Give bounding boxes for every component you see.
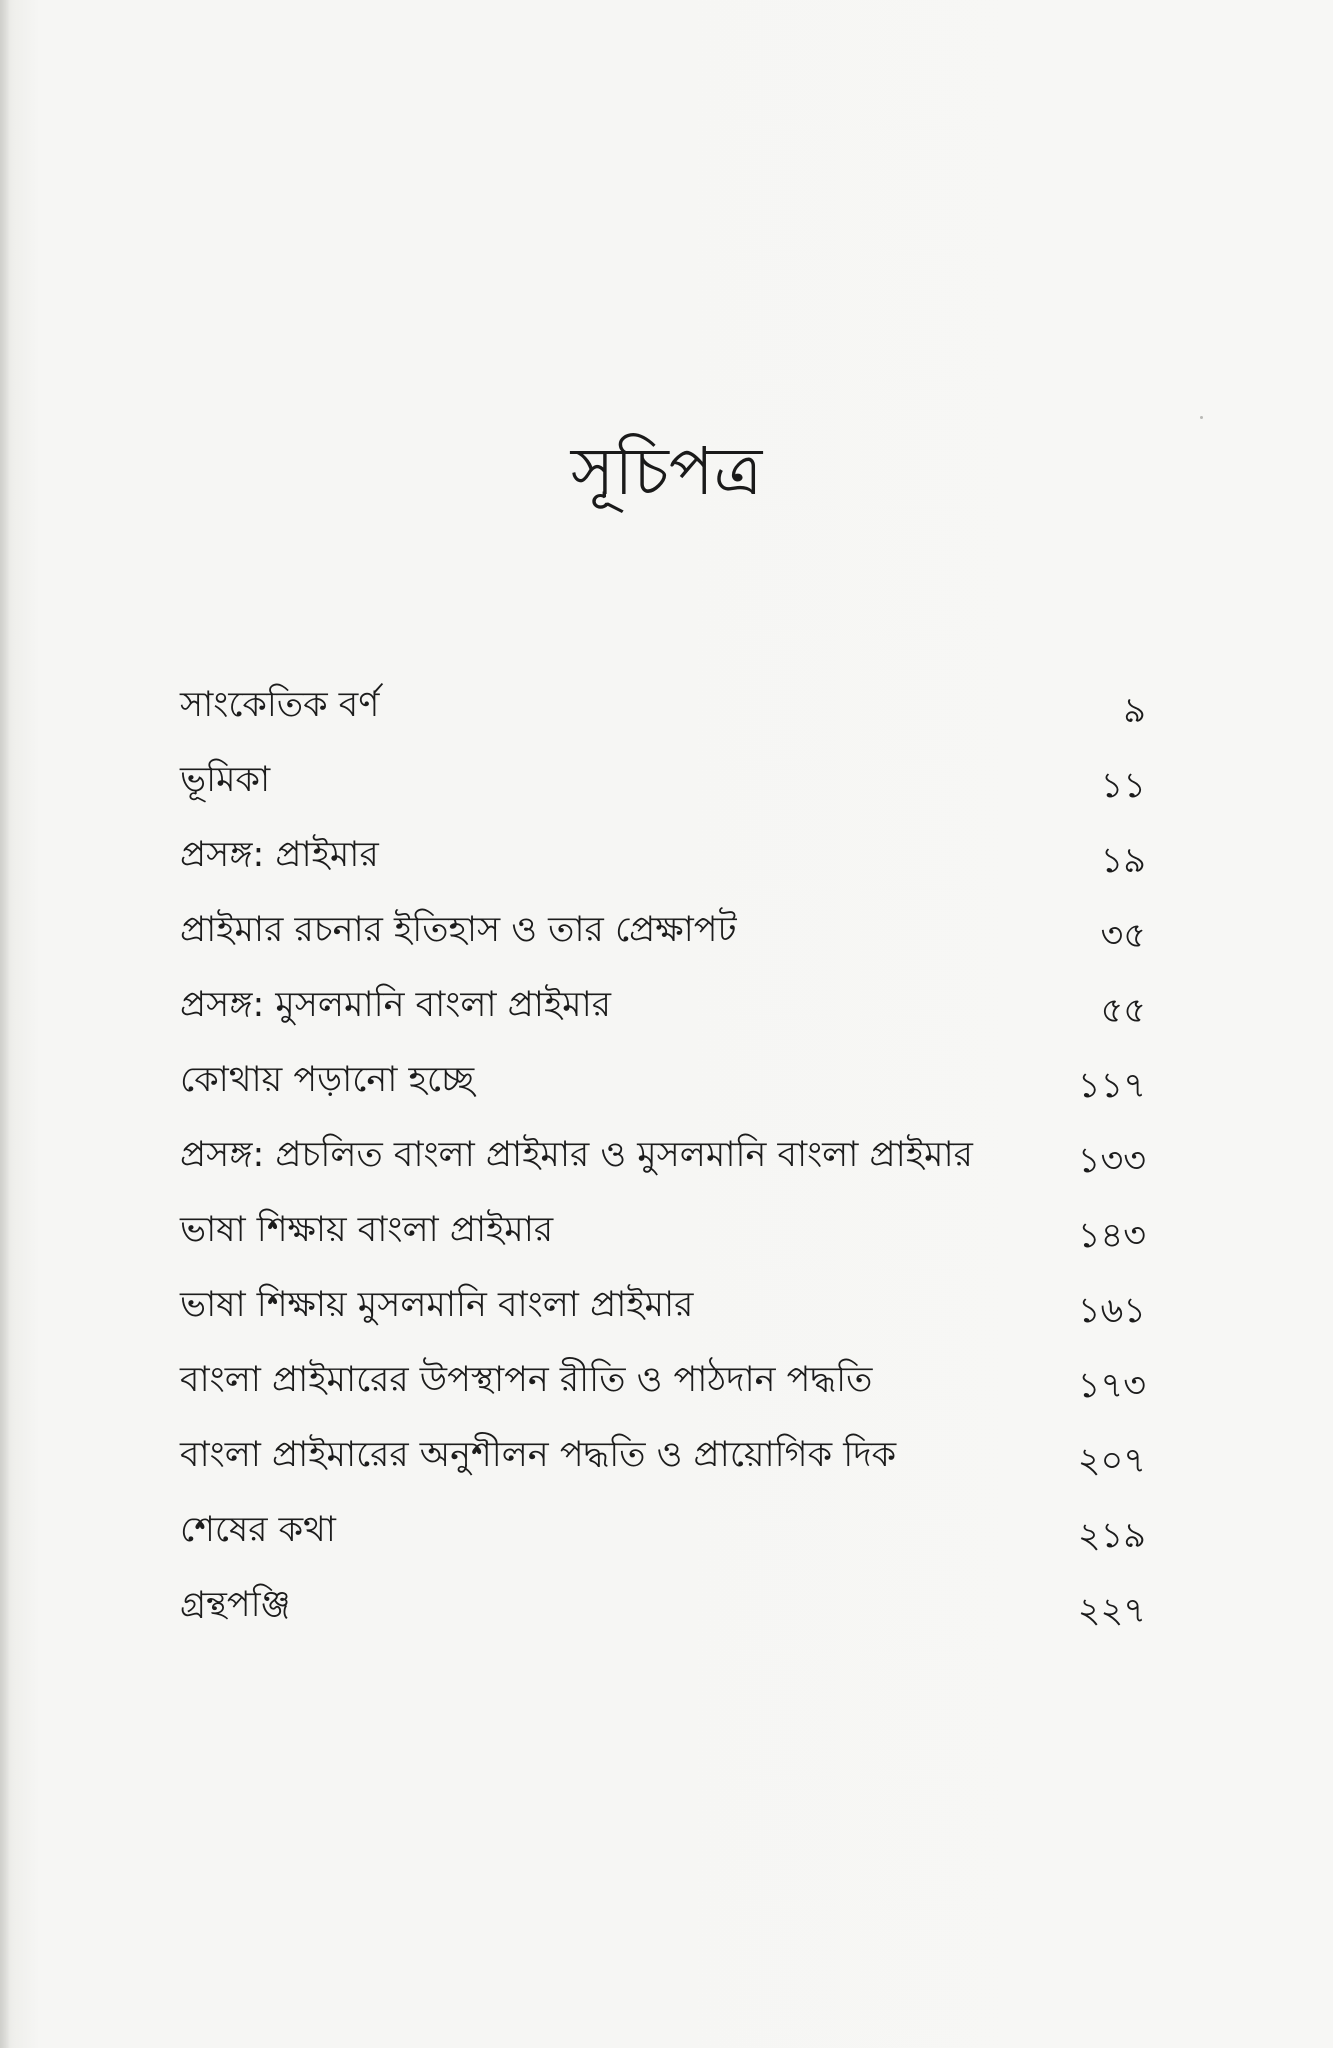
toc-entry-page: ৫৫ bbox=[1100, 991, 1146, 1031]
toc-entry bbox=[180, 905, 1146, 980]
toc-entry-page: ২০৭ bbox=[1077, 1441, 1146, 1481]
toc-entry bbox=[180, 1505, 1146, 1580]
toc-entry-title: প্রসঙ্গ: মুসলমানি বাংলা প্রাইমার bbox=[180, 985, 611, 1025]
toc-entry bbox=[180, 1355, 1146, 1430]
toc-entry-page: ১১ bbox=[1100, 766, 1146, 806]
toc-entry-page: ১৪৩ bbox=[1077, 1216, 1146, 1256]
toc-entry bbox=[180, 1205, 1146, 1280]
toc-entry bbox=[180, 1055, 1146, 1130]
spine-shadow bbox=[0, 0, 10, 2048]
toc-entry bbox=[180, 1130, 1146, 1205]
toc-entry-title: বাংলা প্রাইমারের উপস্থাপন রীতি ও পাঠদান পদ্ধতি bbox=[180, 1360, 873, 1400]
paper-speck bbox=[1200, 416, 1203, 419]
toc-entry bbox=[180, 1280, 1146, 1355]
toc-entry bbox=[180, 980, 1146, 1055]
toc-entry bbox=[180, 755, 1146, 830]
toc-entry-page: ২১৯ bbox=[1077, 1516, 1146, 1556]
toc-entry-page: ১৯ bbox=[1100, 841, 1146, 881]
toc-entry bbox=[180, 680, 1146, 755]
toc-entry bbox=[180, 830, 1146, 905]
toc-entry-page: ১৬১ bbox=[1077, 1291, 1146, 1331]
toc-entry-page: ৯ bbox=[1123, 691, 1146, 731]
page-title: সূচিপত্র bbox=[570, 433, 763, 510]
toc-entry-page: ২২৭ bbox=[1077, 1591, 1146, 1631]
toc-entry bbox=[180, 1580, 1146, 1655]
toc-entry-page: ১৭৩ bbox=[1077, 1366, 1146, 1406]
toc-entry-title: প্রসঙ্গ: প্রাইমার bbox=[180, 835, 379, 875]
table-of-contents bbox=[180, 680, 1146, 1655]
toc-entry-title: গ্রন্থপঞ্জি bbox=[180, 1585, 291, 1625]
toc-entry-title: ভূমিকা bbox=[180, 760, 271, 800]
toc-entry-title: ভাষা শিক্ষায় মুসলমানি বাংলা প্রাইমার bbox=[180, 1285, 694, 1325]
toc-entry-title: প্রসঙ্গ: প্রচলিত বাংলা প্রাইমার ও মুসলমানি বাংলা প্রাইমার bbox=[180, 1135, 973, 1175]
toc-entry-title: শেষের কথা bbox=[180, 1510, 336, 1550]
toc-entry-title: সাংকেতিক বর্ণ bbox=[180, 685, 380, 725]
toc-entry-title: প্রাইমার রচনার ইতিহাস ও তার প্রেক্ষাপট bbox=[180, 910, 737, 950]
toc-entry bbox=[180, 1430, 1146, 1505]
toc-entry-page: ৩৫ bbox=[1100, 916, 1146, 956]
toc-entry-page: ১১৭ bbox=[1077, 1066, 1146, 1106]
toc-entry-page: ১৩৩ bbox=[1077, 1141, 1146, 1181]
toc-entry-title: কোথায় পড়ানো হচ্ছে bbox=[180, 1060, 475, 1100]
toc-entry-title: বাংলা প্রাইমারের অনুশীলন পদ্ধতি ও প্রায়োগিক দিক bbox=[180, 1435, 897, 1475]
toc-entry-title: ভাষা শিক্ষায় বাংলা প্রাইমার bbox=[180, 1210, 554, 1250]
